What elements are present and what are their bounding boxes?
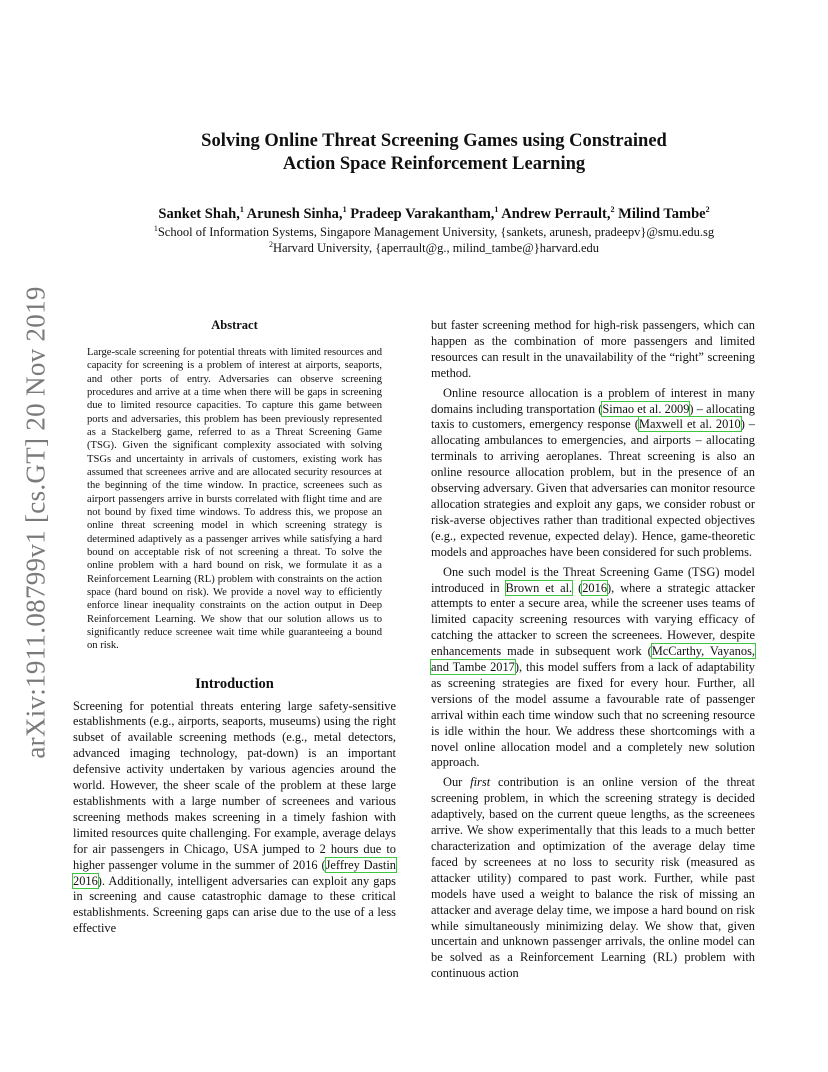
paper-title-line-2: Action Space Reinforcement Learning <box>282 154 586 174</box>
text-run: ), where a strategic attacker attempts to enter a secure area, while the screener uses teams of limited capacity screening resources with varying efficacy of catching the attacker to screen the screenees. However, despite enhancements made in subsequent work ( <box>431 580 755 659</box>
citation-link[interactable]: Brown et al. <box>505 580 573 595</box>
arxiv-identifier-stamp <box>10 284 62 760</box>
author-name: Sanket Shah, <box>158 206 240 222</box>
author-name: Andrew Perrault, <box>501 206 611 222</box>
citation-link[interactable]: Jeffrey Dastin 2016 <box>73 857 396 888</box>
affiliation-text: School of Information Systems, Singapore Management University, {sankets, arunesh, pradeepv}@smu.edu.sg <box>157 225 715 239</box>
citation-link[interactable]: Maxwell et al. 2010 <box>638 417 741 432</box>
affiliation-line <box>60 224 808 240</box>
emphasis-text: first <box>470 775 491 790</box>
author-affiliation-mark: 1 <box>239 205 244 215</box>
introduction-paragraph <box>73 699 396 938</box>
author-name: Milind Tambe <box>618 206 706 222</box>
text-run: ) – allocating ambulances to emergencies, and airports – allocating terminals to arriving aeroplanes. Threat screening is also an online resource allocation problem, but in the presence of an observing adversary. Given that adversaries can monitor resource allocation strategies and exploit any gaps, we consider robust or risk-averse objectives rather than traditional expected objectives (e.g., expected revenue, expected delay). Hence, game-theoretic models and approaches have been considered for such problems. <box>431 417 755 559</box>
right-column <box>431 318 755 982</box>
left-column <box>73 317 396 937</box>
author-affiliation-mark: 2 <box>610 205 615 215</box>
citation-link[interactable]: 2016 <box>582 580 608 595</box>
affiliation-line <box>60 240 808 256</box>
citation-link[interactable]: McCarthy, Vayanos, and Tambe 2017 <box>431 644 755 675</box>
text-run: ) – allocating taxis to customers, emergency response ( <box>431 401 755 432</box>
text-run: ( <box>572 580 583 595</box>
author-affiliation-mark: 1 <box>342 205 347 215</box>
introduction-heading: Introduction <box>195 675 274 692</box>
body-paragraph: but faster screening method for high-risk passengers, which can happen as the combination of more passengers and limited resources can result in the unavailability of the “right” screening method. <box>431 318 755 380</box>
arxiv-identifier-text: arXiv:1911.08799v1 [cs.GT] 20 Nov 2019 <box>20 285 51 759</box>
text-run: ), this model suffers from a lack of adaptability as screening strategies are fixed for every hour. Further, all versions of the model assume a favourable rate of passenger arrival within each time window such that no screening resource is idle within the hour. We address these shortcomings with a novel online allocation model and a completely new solution approach. <box>431 660 755 770</box>
text-run: Online resource allocation is a problem of interest in many domains including transportation ( <box>431 385 755 416</box>
author-affiliation-mark: 1 <box>494 205 499 215</box>
body-paragraph <box>431 775 755 982</box>
author-name: Pradeep Varakantham, <box>350 206 495 222</box>
paper-title-line-1: Solving Online Threat Screening Games using Constrained <box>201 131 667 151</box>
body-paragraph <box>431 565 755 772</box>
text-run: Our <box>443 775 471 790</box>
affiliation-mark: 1 <box>153 223 158 233</box>
abstract-heading: Abstract <box>211 318 258 332</box>
author-affiliation-mark: 2 <box>705 205 710 215</box>
text-run: ). Additionally, intelligent adversaries can exploit any gaps in screening and cause catastrophic damage to these critical establishments. Screening gaps can arise due to the use of a less effective <box>73 873 396 936</box>
text-run: Screening for potential threats entering large safety-sensitive establishments (e.g., airports, seaports, museums) using the right subset of available screening methods (e.g., metal detectors, advanced imaging technology, pat-down) is an important defensive activity undertaken by various agencies around the world. However, the sheer scale of the problem at these large establishments with a large number of screenees and various screening methods makes screening in a timely fashion with limited resources quite challenging. For example, average delays for air passengers in Chicago, USA jumped to 2 hours due to higher passenger volume in the summer of 2016 ( <box>73 698 396 872</box>
affiliation-text: Harvard University, {aperrault@g., milind_tambe@}harvard.edu <box>272 241 600 255</box>
body-paragraph <box>431 386 755 561</box>
paper-title <box>120 130 748 176</box>
author-name: Arunesh Sinha, <box>246 206 343 222</box>
citation-link[interactable]: Simao et al. 2009 <box>602 401 690 416</box>
abstract-body: Large-scale screening for potential threats with limited resources and capacity for screening is a problem of interest at airports, seaports, and other ports of entry. Adversaries can observe screening procedures and arrive at a time when there will be gaps in screening due to limited resource capacities. To capture this game between ports and adversaries, this problem has been previously represented as a Stackelberg game, referred to as a Threat Screening Game (TSG). Given the significant complexity associated with solving TSGs and uncertainty in arrivals of customers, existing work has assumed that screenees arrive and are allocated security resources at the beginning of the time window. In practice, screenees such as airport passengers arrive in bursts correlated with flight time and are not bound by fixed time windows. To address this, we propose an online threat screening model in which screening strategy is determined adaptively as a passenger arrives while satisfying a hard bound on acceptable risk of not screening a threat. To solve the online problem with a hard bound on risk, we formulate it as a Reinforcement Learning (RL) problem with constraints on the action space (hard bound on risk). We provide a novel way to efficiently enforce linear inequality constraints on the action output in Deep Reinforcement Learning. We show that our solution allows us to significantly reduce screenee wait time while guaranteeing a bound on risk. <box>87 347 382 652</box>
affiliation-mark: 2 <box>268 239 273 249</box>
text-run: One such model is the Threat Screening Game (TSG) model introduced in <box>431 564 755 595</box>
author-list <box>60 205 808 223</box>
text-run: contribution is an online version of the threat screening problem, in which the screening strategy is decided adaptively, based on the current queue lengths, as the screenees arrive. We show experimentally that this leads to a much better characterization and optimization of the average delay time faced by screenees at no loss to security risk (measured as attacker utility) compared to past work. Further, while past models have used a weight to balance the risk of missing an attacker and average delay time, we impose a hard bound on risk while simultaneously minimizing delay. We show that, given uncertain and unknown passenger arrivals, the online model can be solved as a Reinforcement Learning (RL) problem with continuous action <box>431 775 755 981</box>
